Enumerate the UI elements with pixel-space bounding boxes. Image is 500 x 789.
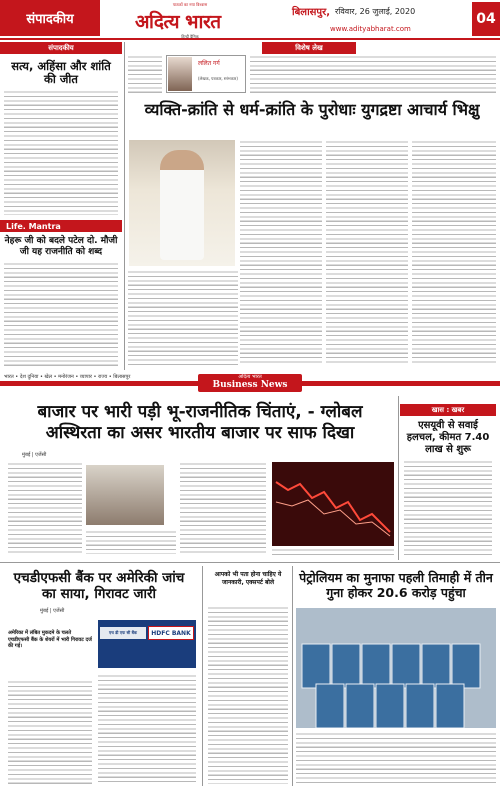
hdfc-sign-english: HDFC BANK: [148, 626, 194, 640]
middle-story-headline[interactable]: आपको भी पता होना चाहिए ये जानकारी, एक्सपर्ट बोले: [214, 571, 282, 586]
editorial-label: संपादकीय: [0, 42, 122, 54]
website-link[interactable]: www.adityabharat.com: [330, 25, 411, 33]
section-title: संपादकीय: [0, 0, 100, 36]
main-body-col-2: [86, 530, 176, 554]
special-article-headline[interactable]: व्यक्ति-क्रांति से धर्म-क्रांति के पुरोधाः युगद्रष्टा आचार्य भिक्षु: [144, 100, 480, 119]
article-lead-left: [128, 55, 162, 95]
city-name: बिलासपुर,: [292, 7, 330, 18]
author-photo: [168, 57, 192, 91]
bull-photo: [86, 465, 164, 525]
side-story-headline[interactable]: एसयूवी से सवाई हलचल, कीमत 7.40 लाख से शुरू: [406, 420, 490, 455]
life-mantra-body: [4, 262, 118, 368]
main-body-col-4: [272, 548, 394, 556]
life-mantra-label: Life. Mantra: [0, 220, 122, 232]
petro-body: [296, 732, 496, 786]
row-divider: [0, 562, 500, 563]
logo-subline: हिन्दी दैनिक: [181, 34, 199, 39]
page-number: 04: [472, 2, 500, 36]
column-divider: [124, 42, 125, 370]
article-lead-right: [250, 55, 496, 95]
hdfc-intro: अमेरिका में लंबित मुकदमे के चलते एचडीएफसी बैंक के शेयरों में भारी गिरावट दर्ज की गई।: [8, 630, 92, 649]
author-role: (लेखक, पत्रकार, स्तंभकार): [198, 76, 238, 81]
author-name: ललित गर्ग: [198, 60, 220, 67]
column-divider: [292, 566, 293, 786]
article-col-1: [128, 270, 238, 366]
logo[interactable]: [135, 2, 245, 39]
article-col-4: [412, 140, 496, 366]
business-main-headline[interactable]: बाजार पर भारी पड़ी भू-राजनीतिक चिंताएं, - ग्लोबल अस्थिरता का असर भारतीय बाजार पर साफ दिखा: [37, 402, 363, 443]
main-byline: मुंबई | एजेंसी: [22, 452, 47, 458]
special-article-label: विशेष लेख: [262, 42, 356, 54]
market-chart-photo: [272, 462, 394, 546]
column-divider: [398, 396, 399, 560]
monk-figure: [160, 150, 204, 260]
hdfc-body-col-2: [98, 674, 196, 784]
middle-story-body: [208, 606, 288, 784]
article-col-2: [240, 140, 322, 366]
masthead: [0, 0, 500, 40]
issue-date: रविवार, 26 जुलाई, 2020: [335, 7, 416, 16]
editorial-headline[interactable]: सत्य, अहिंसा और शांति की जीत: [11, 59, 111, 86]
oil-barrels-photo: [296, 608, 496, 728]
section-strip-text: भारत • देश दुनिया • खेल • मनोरंजन • व्यापार • राज्य • बिलासपुर: [4, 373, 131, 380]
petro-headline[interactable]: पेट्रोलियम का मुनाफा पहली तिमाही में तीन गुना होकर 20.6 करोड़ पहुंचा: [299, 570, 493, 600]
logo-tagline: पाठकों का नया विश्वास: [172, 2, 208, 7]
logo-name: अदित्य भारत: [135, 11, 221, 33]
side-story-label: खास : खबर: [400, 404, 496, 416]
market-chart-graphic: [272, 462, 394, 546]
business-label: Business News: [212, 380, 288, 390]
main-body-col-3: [180, 462, 266, 554]
oil-barrels-graphic: [296, 608, 496, 728]
business-label-top: अदित्य भारत: [238, 374, 262, 380]
business-news-label: [198, 374, 302, 392]
hdfc-sign-hindi: एच डी एफ सी बैंक: [100, 627, 146, 639]
column-divider: [202, 566, 203, 786]
main-body-col-1: [8, 462, 82, 554]
hdfc-body-col-1: [8, 680, 92, 784]
hdfc-headline[interactable]: एचडीएफसी बैंक पर अमेरिकी जांच का साया, गिरावट जारी: [13, 570, 185, 602]
side-story-body: [404, 460, 492, 558]
editorial-body: [4, 90, 118, 215]
article-col-3: [326, 140, 408, 366]
hdfc-byline: मुंबई | एजेंसी: [40, 608, 65, 614]
life-mantra-headline[interactable]: नेहरू जी को बदले पटेल दो. मौजी जी यह राजनीति को शब्द: [4, 236, 118, 257]
